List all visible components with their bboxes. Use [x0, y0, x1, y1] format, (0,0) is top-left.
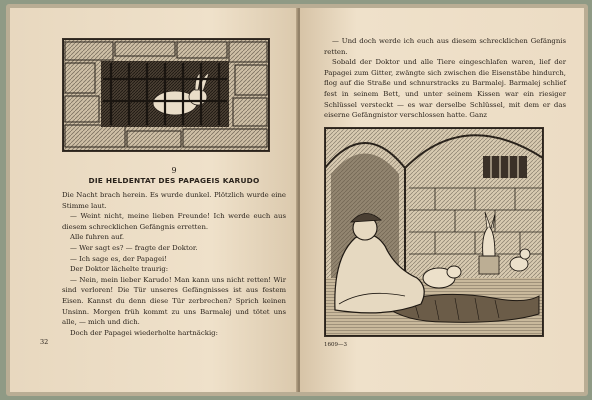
- paragraph: Doch der Papagei wiederholte hartnäckig:: [70, 328, 218, 337]
- paragraph: — Nein, mein lieber Karudo! Man kann uns nicht retten! Wir sind verloren! Die Tür unseres Gefängnisses ist aus festem Eisen. Kannst du denn diese Tür zerbrechen? Sprich keinen Unsinn. Morgen früh kommt zu uns Barmalej und tötet uns alle, — mich und dich.: [62, 275, 286, 327]
- chapter-title: DIE HELDENTAT DES PAPAGEIS KARUDO: [88, 176, 260, 185]
- paragraph: Alle fuhren auf.: [70, 233, 125, 242]
- page-number: 32: [40, 338, 49, 346]
- paragraph: — Weint nicht, meine lieben Freunde! Ich werde euch aus diesem schrecklichen Gefängnis erretten.: [62, 212, 286, 231]
- chapter-number: 9: [171, 166, 177, 175]
- paragraph: Sobald der Doktor und alle Tiere eingeschlafen waren, lief der Papagei zum Gitter, zwängte sich zwischen die Eisenstäbe hindurch, flog auf die Straße und schnurstracks zu Barmalej. Barmalej schlief fest in seinem Bett, und unter seinem Kissen war ein riesiger Schlüssel versteckt — es war derselbe Schlüssel, mit dem er das eiserne Gefängnistor verschlossen hatte. Ganz: [324, 58, 566, 120]
- left-page-text: [62, 190, 286, 338]
- paragraph: Die Nacht brach herein. Es wurde dunkel. Plötzlich wurde eine Stimme laut.: [62, 191, 286, 210]
- right-page-text: [324, 36, 566, 121]
- signature-mark: 1609—3: [324, 342, 347, 348]
- paragraph: — Ich sage es, der Papagei!: [70, 254, 167, 263]
- paragraph: Der Doktor lächelte traurig:: [70, 265, 169, 274]
- paragraph: — Wer sagt es? — fragte der Doktor.: [70, 243, 198, 252]
- paragraph: — Und doch werde ich euch aus diesem schrecklichen Gefängnis retten.: [324, 37, 566, 56]
- right-page: [300, 8, 584, 392]
- illustration-sleeping-pirate: [324, 127, 544, 337]
- open-book: [6, 4, 588, 396]
- illustration-prison-window: [62, 38, 270, 152]
- left-page: [10, 8, 298, 392]
